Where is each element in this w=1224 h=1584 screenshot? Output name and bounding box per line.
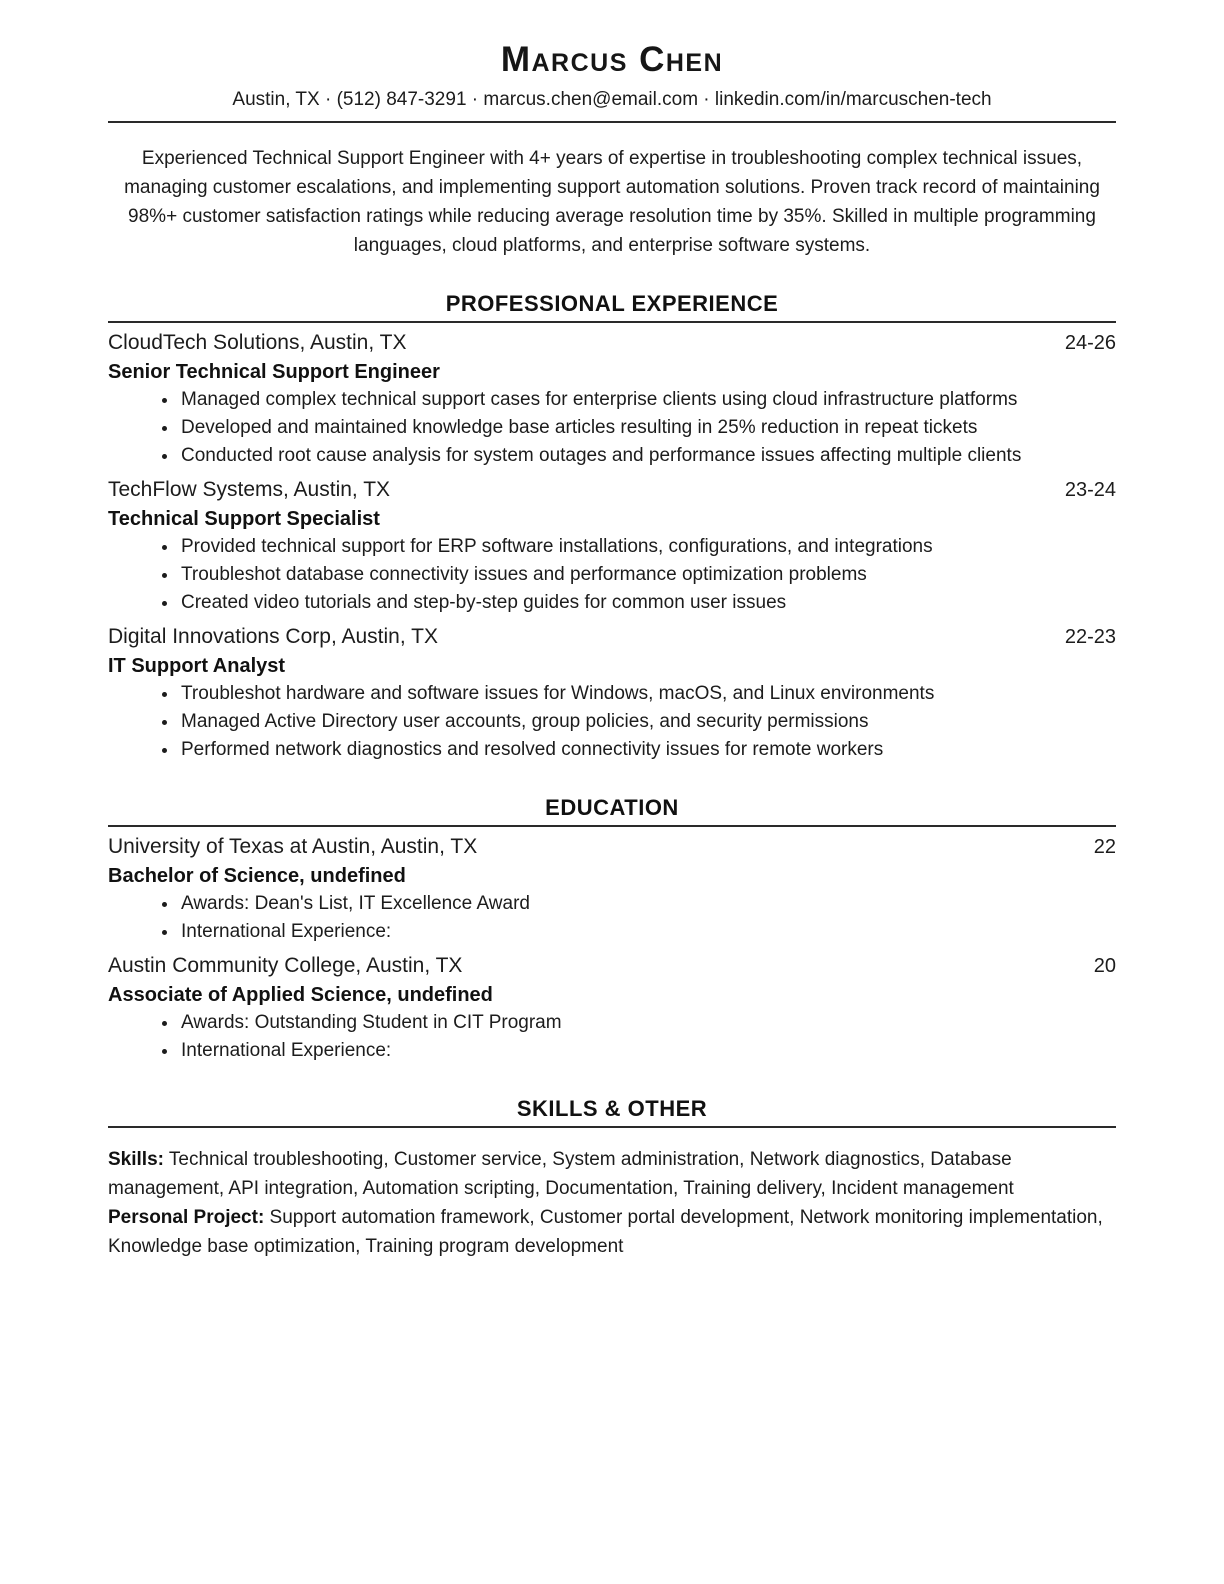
company-name: Digital Innovations Corp, Austin, TX [108, 625, 438, 648]
bullet-item: • International Experience: [179, 1037, 1116, 1065]
experience-entry [108, 622, 1116, 764]
entry-header [108, 832, 1116, 862]
project-line [108, 1203, 1116, 1261]
experience-entry [108, 328, 1116, 470]
bullet-item: • Provided technical support for ERP software installations, configurations, and integrations [179, 533, 1116, 561]
experience-entry [108, 475, 1116, 617]
bullet-item: • Performed network diagnostics and resolved connectivity issues for remote workers [179, 736, 1116, 764]
summary-paragraph: Experienced Technical Support Engineer with 4+ years of expertise in troubleshooting complex technical issues, managing customer escalations, and implementing support automation solutions. Proven track record of maintaining 98%+ customer satisfaction ratings while reducing average resolution time by 35%. Skilled in multiple programming languages, cloud platforms, and enterprise software systems. [124, 148, 1100, 256]
entry-dates: 24-26 [1064, 332, 1116, 354]
bullet-item: • Managed Active Directory user accounts, group policies, and security permissions [179, 708, 1116, 736]
skills-block [108, 1145, 1116, 1261]
entry-header [108, 951, 1116, 981]
job-title: Technical Support Specialist [108, 508, 380, 530]
section-title-experience: PROFESSIONAL EXPERIENCE [445, 291, 779, 316]
bullet-item: • Awards: Dean's List, IT Excellence Award [179, 890, 1116, 918]
entry-dates: 22-23 [1064, 626, 1116, 648]
bullet-list [108, 1009, 1116, 1065]
job-title: IT Support Analyst [108, 655, 286, 677]
job-title: Senior Technical Support Engineer [108, 361, 440, 383]
section-experience [108, 291, 1116, 764]
section-title-education: EDUCATION [545, 795, 679, 820]
bullet-item: • Awards: Outstanding Student in CIT Program [179, 1009, 1116, 1037]
header-divider [108, 121, 1116, 123]
company-name: CloudTech Solutions, Austin, TX [108, 331, 407, 354]
school-name: University of Texas at Austin, Austin, TX [108, 835, 478, 858]
bullet-list [108, 680, 1116, 764]
skills-divider [108, 1126, 1116, 1128]
skills-label: Skills: [108, 1149, 164, 1170]
entry-header [108, 475, 1116, 505]
education-entry [108, 832, 1116, 946]
section-education [108, 795, 1116, 1065]
skills-line [108, 1145, 1116, 1203]
bullet-item: • Managed complex technical support cases for enterprise clients using cloud infrastructure platforms [179, 386, 1116, 414]
contact-line: Austin, TX · (512) 847-3291 · marcus.chen@email.com · linkedin.com/in/marcuschen-tech [232, 89, 992, 110]
degree-title: Bachelor of Science, undefined [108, 865, 406, 887]
bullet-item: • Troubleshot database connectivity issues and performance optimization problems [179, 561, 1116, 589]
school-name: Austin Community College, Austin, TX [108, 954, 463, 977]
entry-dates: 20 [1093, 955, 1116, 977]
bullet-item: • Conducted root cause analysis for system outages and performance issues affecting multiple clients [179, 442, 1116, 470]
experience-divider [108, 321, 1116, 323]
bullet-list [108, 386, 1116, 470]
company-name: TechFlow Systems, Austin, TX [108, 478, 391, 501]
education-entry [108, 951, 1116, 1065]
entry-dates: 23-24 [1064, 479, 1116, 501]
section-title-skills: SKILLS & OTHER [516, 1096, 708, 1121]
bullet-item: • Developed and maintained knowledge base articles resulting in 25% reduction in repeat tickets [179, 414, 1116, 442]
section-skills [108, 1096, 1116, 1261]
bullet-item: • Created video tutorials and step-by-step guides for common user issues [179, 589, 1116, 617]
bullet-item: • International Experience: [179, 918, 1116, 946]
entry-header [108, 328, 1116, 358]
bullet-list [108, 533, 1116, 617]
skills-text: Technical troubleshooting, Customer service, System administration, Network diagnostics, Database management, API integration, Automation scripting, Documentation, Training delivery, Incident management [108, 1149, 1014, 1199]
entry-dates: 22 [1093, 836, 1116, 858]
bullet-item: • Troubleshot hardware and software issues for Windows, macOS, and Linux environments [179, 680, 1116, 708]
project-label: Personal Project: [108, 1207, 265, 1228]
bullet-list [108, 890, 1116, 946]
project-text: Support automation framework, Customer portal development, Network monitoring implementation, Knowledge base optimization, Training program development [108, 1207, 1103, 1257]
candidate-name: Marcus Chen [500, 40, 724, 79]
entry-header [108, 622, 1116, 652]
degree-title: Associate of Applied Science, undefined [108, 984, 493, 1006]
education-divider [108, 825, 1116, 827]
